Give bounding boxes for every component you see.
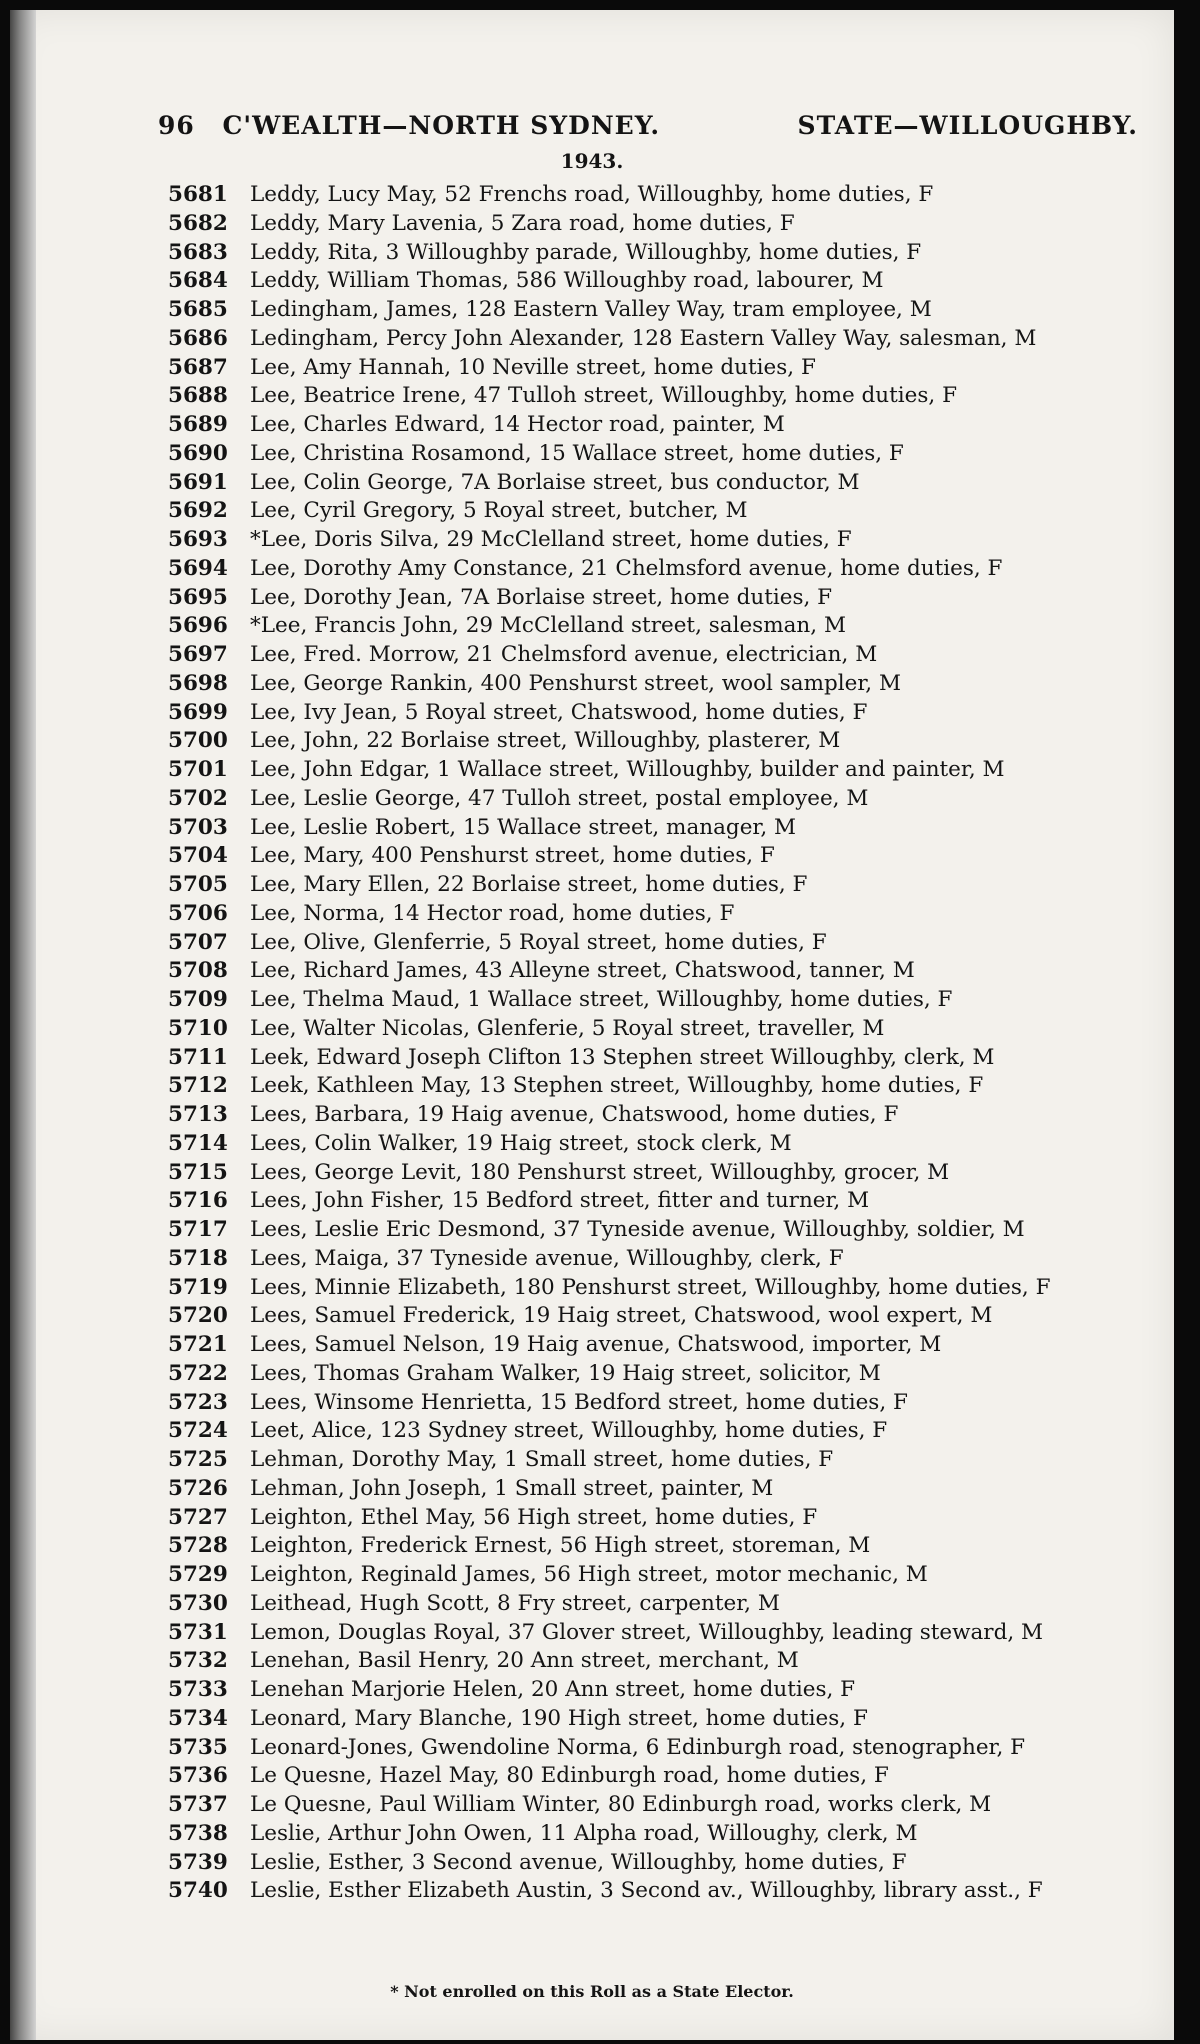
elector-entry <box>168 1676 1168 1705</box>
elector-entry <box>168 1590 1168 1619</box>
elector-entry <box>168 957 1168 986</box>
elector-details: Lee, Amy Hannah, 10 Neville street, home duties, F <box>250 354 816 380</box>
elector-entry <box>168 1705 1168 1734</box>
elector-details: Lemon, Douglas Royal, 37 Glover street, Willoughby, leading steward, M <box>250 1619 1044 1645</box>
elector-number: 5712 <box>168 1073 228 1099</box>
elector-entry <box>168 871 1168 900</box>
elector-details: Lee, Richard James, 43 Alleyne street, Chatswood, tanner, M <box>250 958 915 984</box>
elector-details: Lees, John Fisher, 15 Bedford street, fitter and turner, M <box>250 1188 870 1214</box>
elector-details: Leet, Alice, 123 Sydney street, Willoughby, home duties, F <box>250 1418 888 1444</box>
elector-number: 5706 <box>168 900 228 926</box>
elector-details: Lees, Barbara, 19 Haig avenue, Chatswood, home duties, F <box>250 1102 899 1127</box>
header-right-title: STATE—WILLOUGHBY. <box>797 111 1138 140</box>
elector-details: Lenehan, Basil Henry, 20 Ann street, merchant, M <box>250 1648 799 1674</box>
elector-number: 5720 <box>168 1303 228 1329</box>
elector-details: Lee, Walter Nicolas, Glenferie, 5 Royal street, traveller, M <box>250 1015 885 1041</box>
elector-number: 5721 <box>168 1332 228 1357</box>
elector-number: 5735 <box>168 1734 228 1760</box>
elector-details: Lenehan Marjorie Helen, 20 Ann street, home duties, F <box>250 1677 856 1702</box>
elector-details: Lee, Fred. Morrow, 21 Chelmsford avenue, electrician, M <box>250 642 878 667</box>
elector-entry <box>168 1216 1168 1245</box>
elector-entry <box>168 296 1168 325</box>
elector-number: 5685 <box>168 297 228 322</box>
elector-number: 5691 <box>168 469 228 495</box>
elector-number: 5709 <box>168 987 228 1012</box>
elector-details: Lee, Cyril Gregory, 5 Royal street, butcher, M <box>250 498 748 524</box>
elector-details: Lees, Minnie Elizabeth, 180 Penshurst street, Willoughby, home duties, F <box>250 1274 1051 1300</box>
elector-number: 5728 <box>168 1533 228 1559</box>
elector-details: Lees, George Levit, 180 Penshurst street, Willoughby, grocer, M <box>250 1159 950 1185</box>
elector-details: Lees, Maiga, 37 Tyneside avenue, Willoughby, clerk, F <box>250 1245 844 1271</box>
elector-entry <box>168 929 1168 958</box>
elector-entry <box>168 1389 1168 1418</box>
elector-details: Lee, Dorothy Amy Constance, 21 Chelmsford avenue, home duties, F <box>250 555 1003 581</box>
elector-number: 5732 <box>168 1648 228 1674</box>
elector-entry <box>168 1245 1168 1274</box>
elector-number: 5733 <box>168 1677 228 1702</box>
elector-number: 5686 <box>168 325 228 351</box>
elector-entry <box>168 699 1168 728</box>
elector-number: 5693 <box>168 527 228 552</box>
elector-number: 5682 <box>168 210 228 236</box>
elector-details: Lee, George Rankin, 400 Penshurst street, wool sampler, M <box>250 670 901 696</box>
elector-number: 5718 <box>168 1245 228 1271</box>
elector-number: 5715 <box>168 1159 228 1185</box>
elector-details: Lee, Olive, Glenferrie, 5 Royal street, home duties, F <box>250 929 827 955</box>
elector-entry <box>168 814 1168 843</box>
elector-entry <box>168 354 1168 383</box>
elector-details: Lees, Thomas Graham Walker, 19 Haig street, solicitor, M <box>250 1360 881 1386</box>
elector-details: Lee, Leslie George, 47 Tulloh street, postal employee, M <box>250 785 869 811</box>
elector-entry <box>168 526 1168 555</box>
footnote: * Not enrolled on this Roll as a State Elector. <box>390 1982 794 2001</box>
elector-details: Le Quesne, Hazel May, 80 Edinburgh road, home duties, F <box>250 1763 889 1789</box>
elector-number: 5707 <box>168 929 228 955</box>
elector-number: 5696 <box>168 613 228 639</box>
elector-entry <box>168 1446 1168 1475</box>
elector-number: 5704 <box>168 843 228 869</box>
elector-number: 5698 <box>168 670 228 696</box>
elector-entry <box>168 1044 1168 1073</box>
elector-number: 5681 <box>168 182 228 207</box>
elector-details: Lee, Dorothy Jean, 7A Borlaise street, home duties, F <box>250 584 833 610</box>
elector-entry <box>168 497 1168 526</box>
elector-number: 5684 <box>168 268 228 294</box>
elector-entry <box>168 986 1168 1015</box>
elector-details: *Lee, Francis John, 29 McClelland street, salesman, M <box>250 613 846 639</box>
elector-entry <box>168 239 1168 268</box>
elector-number: 5729 <box>168 1562 228 1587</box>
elector-entry <box>168 1849 1168 1878</box>
elector-number: 5723 <box>168 1389 228 1415</box>
page-binding-shadow <box>10 10 36 2040</box>
elector-details: Leddy, William Thomas, 586 Willoughby road, labourer, M <box>250 268 884 294</box>
elector-details: Lee, Christina Rosamond, 15 Wallace street, home duties, F <box>250 440 904 466</box>
elector-entry <box>168 210 1168 239</box>
elector-entry <box>168 1360 1168 1389</box>
header-left-title: C'WEALTH—NORTH SYDNEY. <box>222 111 661 140</box>
elector-number: 5703 <box>168 814 228 840</box>
elector-entry <box>168 670 1168 699</box>
elector-number: 5726 <box>168 1475 228 1501</box>
elector-details: Leighton, Reginald James, 56 High street, motor mechanic, M <box>250 1562 928 1587</box>
elector-number: 5739 <box>168 1849 228 1875</box>
elector-entry <box>168 1504 1168 1533</box>
elector-details: Leek, Kathleen May, 13 Stephen street, Willoughby, home duties, F <box>250 1073 984 1099</box>
elector-number: 5713 <box>168 1102 228 1127</box>
elector-entry <box>168 727 1168 756</box>
elector-entry <box>168 325 1168 354</box>
elector-entry <box>168 267 1168 296</box>
elector-number: 5710 <box>168 1015 228 1041</box>
elector-number: 5730 <box>168 1590 228 1616</box>
elector-entry <box>168 1331 1168 1360</box>
roll-year: 1943. <box>560 149 624 173</box>
elector-number: 5689 <box>168 412 228 437</box>
elector-number: 5688 <box>168 383 228 409</box>
elector-entry <box>168 1159 1168 1188</box>
elector-entry <box>168 1820 1168 1849</box>
elector-number: 5716 <box>168 1188 228 1214</box>
elector-entry <box>168 1101 1168 1130</box>
elector-entry <box>168 1417 1168 1446</box>
elector-entry <box>168 756 1168 785</box>
elector-details: Lehman, Dorothy May, 1 Small street, home duties, F <box>250 1447 834 1472</box>
elector-details: Le Quesne, Paul William Winter, 80 Edinburgh road, works clerk, M <box>250 1792 992 1817</box>
elector-details: Lee, Beatrice Irene, 47 Tulloh street, Willoughby, home duties, F <box>250 383 958 409</box>
elector-entry <box>168 584 1168 613</box>
roll-page <box>10 10 1174 2040</box>
elector-details: Lee, John Edgar, 1 Wallace street, Willoughby, builder and painter, M <box>250 757 1005 782</box>
elector-list <box>168 181 1168 1906</box>
elector-entry <box>168 1762 1168 1791</box>
elector-entry <box>168 1647 1168 1676</box>
elector-number: 5695 <box>168 584 228 610</box>
elector-details: Ledingham, James, 128 Eastern Valley Way, tram employee, M <box>250 297 932 322</box>
elector-number: 5740 <box>168 1878 228 1904</box>
elector-details: Lee, Leslie Robert, 15 Wallace street, manager, M <box>250 814 797 840</box>
elector-number: 5694 <box>168 555 228 581</box>
elector-number: 5690 <box>168 440 228 466</box>
elector-number: 5687 <box>168 354 228 380</box>
elector-entry <box>168 1532 1168 1561</box>
elector-details: Leighton, Ethel May, 56 High street, home duties, F <box>250 1504 818 1530</box>
elector-details: Lees, Winsome Henrietta, 15 Bedford street, home duties, F <box>250 1389 908 1415</box>
elector-details: Lees, Samuel Nelson, 19 Haig avenue, Chatswood, importer, M <box>250 1332 942 1357</box>
elector-details: Lee, Norma, 14 Hector road, home duties, F <box>250 900 735 926</box>
elector-details: Leighton, Frederick Ernest, 56 High street, storeman, M <box>250 1533 871 1559</box>
elector-details: Lee, Charles Edward, 14 Hector road, painter, M <box>250 412 785 437</box>
elector-details: Lee, Thelma Maud, 1 Wallace street, Willoughby, home duties, F <box>250 987 953 1012</box>
elector-entry <box>168 469 1168 498</box>
elector-entry <box>168 612 1168 641</box>
elector-details: Lees, Samuel Frederick, 19 Haig street, Chatswood, wool expert, M <box>250 1303 993 1329</box>
elector-number: 5719 <box>168 1274 228 1300</box>
elector-details: *Lee, Doris Silva, 29 McClelland street, home duties, F <box>250 527 852 552</box>
page-header <box>158 111 1138 140</box>
elector-details: Leddy, Mary Lavenia, 5 Zara road, home duties, F <box>250 210 795 236</box>
elector-entry <box>168 1619 1168 1648</box>
elector-number: 5727 <box>168 1504 228 1530</box>
elector-entry <box>168 1302 1168 1331</box>
elector-entry <box>168 1475 1168 1504</box>
elector-details: Leslie, Arthur John Owen, 11 Alpha road, Willoughy, clerk, M <box>250 1820 918 1846</box>
elector-entry <box>168 641 1168 670</box>
elector-number: 5717 <box>168 1217 228 1242</box>
elector-details: Lee, Colin George, 7A Borlaise street, bus conductor, M <box>250 469 860 495</box>
elector-number: 5705 <box>168 872 228 897</box>
elector-entry <box>168 440 1168 469</box>
elector-number: 5700 <box>168 728 228 754</box>
elector-number: 5736 <box>168 1763 228 1789</box>
elector-entry <box>168 1015 1168 1044</box>
elector-entry <box>168 382 1168 411</box>
elector-number: 5714 <box>168 1130 228 1156</box>
elector-number: 5722 <box>168 1360 228 1386</box>
elector-details: Leslie, Esther, 3 Second avenue, Willoughby, home duties, F <box>250 1849 907 1875</box>
elector-details: Leddy, Lucy May, 52 Frenchs road, Willoughby, home duties, F <box>250 182 934 207</box>
elector-entry <box>168 555 1168 584</box>
elector-number: 5699 <box>168 699 228 725</box>
elector-number: 5701 <box>168 757 228 782</box>
elector-number: 5734 <box>168 1705 228 1731</box>
elector-details: Leithead, Hugh Scott, 8 Fry street, carpenter, M <box>250 1590 780 1616</box>
elector-entry <box>168 1734 1168 1763</box>
elector-details: Lehman, John Joseph, 1 Small street, painter, M <box>250 1475 774 1501</box>
elector-details: Leonard-Jones, Gwendoline Norma, 6 Edinburgh road, stenographer, F <box>250 1734 1026 1760</box>
elector-number: 5692 <box>168 498 228 524</box>
elector-number: 5737 <box>168 1792 228 1817</box>
elector-entry <box>168 1561 1168 1590</box>
elector-details: Leonard, Mary Blanche, 190 High street, home duties, F <box>250 1705 868 1731</box>
elector-details: Lee, John, 22 Borlaise street, Willoughby, plasterer, M <box>250 728 841 754</box>
elector-number: 5725 <box>168 1447 228 1472</box>
elector-entry <box>168 1130 1168 1159</box>
elector-number: 5731 <box>168 1619 228 1645</box>
elector-number: 5702 <box>168 785 228 811</box>
page-number: 96 <box>158 111 195 140</box>
elector-number: 5697 <box>168 642 228 667</box>
elector-number: 5738 <box>168 1820 228 1846</box>
elector-details: Leddy, Rita, 3 Willoughby parade, Willoughby, home duties, F <box>250 239 922 265</box>
elector-number: 5683 <box>168 239 228 265</box>
elector-details: Lees, Leslie Eric Desmond, 37 Tyneside avenue, Willoughby, soldier, M <box>250 1217 1025 1242</box>
elector-details: Ledingham, Percy John Alexander, 128 Eastern Valley Way, salesman, M <box>250 325 1037 351</box>
elector-entry <box>168 1072 1168 1101</box>
elector-details: Lees, Colin Walker, 19 Haig street, stock clerk, M <box>250 1130 792 1156</box>
elector-entry <box>168 1274 1168 1303</box>
elector-details: Lee, Ivy Jean, 5 Royal street, Chatswood, home duties, F <box>250 699 868 725</box>
elector-entry <box>168 1877 1168 1906</box>
elector-details: Leslie, Esther Elizabeth Austin, 3 Second av., Willoughby, library asst., F <box>250 1878 1043 1904</box>
elector-entry <box>168 1187 1168 1216</box>
elector-number: 5708 <box>168 958 228 984</box>
elector-entry <box>168 411 1168 440</box>
elector-entry <box>168 842 1168 871</box>
elector-details: Lee, Mary Ellen, 22 Borlaise street, home duties, F <box>250 872 808 897</box>
elector-number: 5724 <box>168 1418 228 1444</box>
elector-entry <box>168 1791 1168 1820</box>
elector-details: Leek, Edward Joseph Clifton 13 Stephen street Willoughby, clerk, M <box>250 1044 995 1070</box>
elector-entry <box>168 785 1168 814</box>
elector-details: Lee, Mary, 400 Penshurst street, home duties, F <box>250 843 775 869</box>
elector-entry <box>168 900 1168 929</box>
elector-entry <box>168 181 1168 210</box>
elector-number: 5711 <box>168 1044 228 1070</box>
